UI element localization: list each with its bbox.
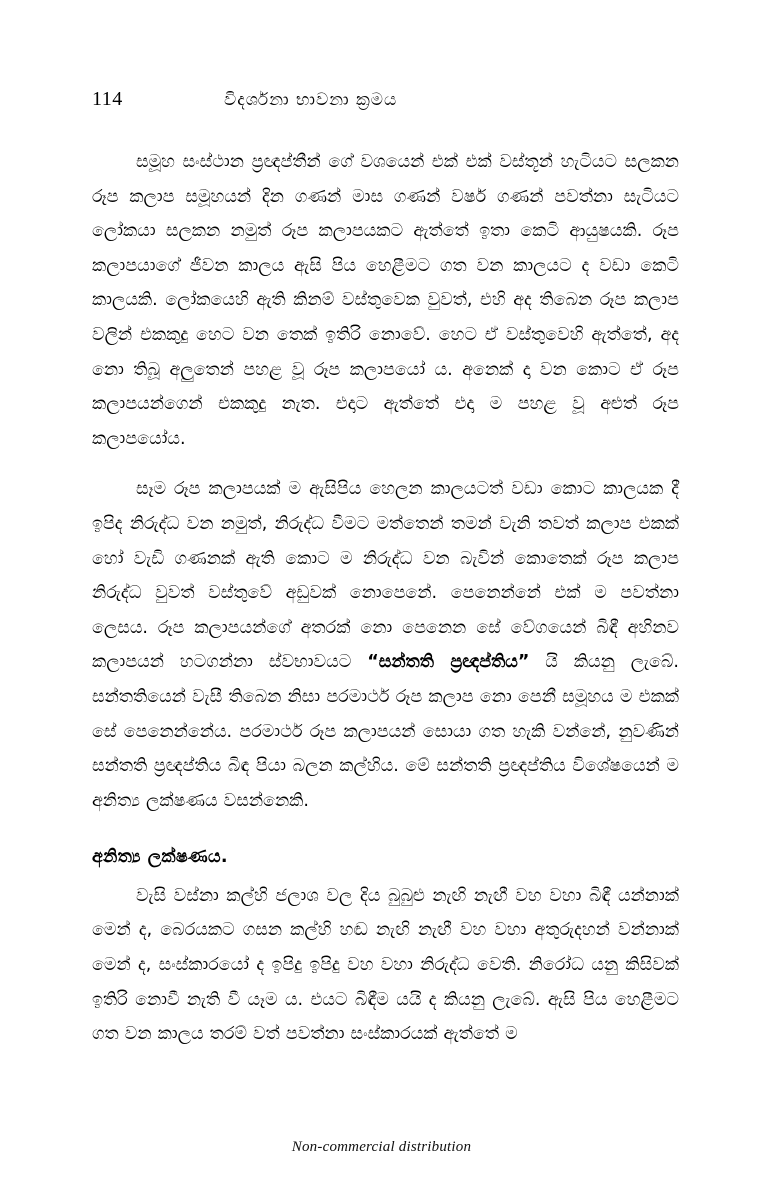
paragraph-2-text-before: සෑම රූප කලාපයක් ම ඇසිපිය හෙලන කාලයටත් වඩා කොට කාලයක දී ඉපිද නිරුද්ධ වන නමුත්, නිරුද්ධ වීමට මත්තෙන් තමන් වැනි තවත් කලාප එකක් හෝ වැඩි ගණනක් ඇති කොට ම නිරුද්ධ වන බැවින් කොතෙක් රූප කලාප නිරුද්ධ වුවත් වස්තුවේ අඩුවක් නොපෙනේ. පෙනෙන්නේ එක් ම පවත්නා ලෙසය. රූප කලාපයන්ගේ අතරක් නො පෙනෙන සේ වේගයෙන් බිඳී අහිනව කලාපයන් හටගන්නා ස්වභාවයට xyxy=(92,479,679,673)
paragraph-2-text-after: යි කියනු ලැබේ. සන්තතියෙන් වැසී තිබෙන නිසා පරමාර්ථ රූප කලාප නො පෙනී සමූහය ම එකක් සේ පෙනෙන්නේය. පරමාර්ථ රූප කලාපයන් සොයා ගත හැකි වන්නේ, නුවණින් සන්තති ප්‍රඥප්තිය බිඳ පියා බලන කල්හිය. මේ සන්තති ප්‍රඥප්තිය විශේෂයෙන් ම අනිත්‍ය ලක්ෂණය වසන්නෙකි. xyxy=(92,652,679,811)
paragraph-3: වැසි වස්නා කල්හි ජලාශ වල දිය බුබුළු නැඟි නැඟී වහ වහා බිඳී යන්නාක් මෙන් ද, බෙරයකට ගසන කල්හි හඬ නැඟි නැඟී වහ වහා අතුරුදහන් වන්නාක් මෙන් ද, සංස්කාරයෝ ද ඉපිදු ඉපිදු වහ වහා නිරුද්ධ වෙති. නිරෝධ යනු කිසිවක් ඉතිරි නොවී නැති වී යෑම ය. එයට බිඳීම යයි ද කියනු ලැබේ. ඇසි පිය හෙළීමට ගත වන කාලය තරම් වත් පවත්නා සංස්කාරයක් ඇත්තේ ම xyxy=(92,885,679,1045)
paragraph-2 xyxy=(92,472,679,818)
page-body xyxy=(92,145,679,1052)
running-title: විදර්ශනා භාවනා ක්‍රමය xyxy=(224,90,398,110)
section-subheading: අනිත්‍ය ලක්ෂණය. xyxy=(92,847,228,868)
footer-note: Non-commercial distribution xyxy=(291,1139,472,1155)
paragraph-2-emphasis-term: “සන්තති ප්‍රඥප්තිය” xyxy=(367,652,530,673)
page-header xyxy=(92,88,679,111)
page-number: 114 xyxy=(92,88,123,110)
paragraph-1: සමූහ සංස්ථාන ප්‍රඥප්තීන් ගේ වශයෙන් එක් එක් වස්තූන් හැටියට සලකන රූප කලාප සමූහයන් දින ගණන් මාස ගණන් වර්ෂ ගණන් පවත්නා සැටියට ලෝකයා සලකන නමුත් රූප කලාපයකට ඇත්තේ ඉතා කෙටි ආයුෂයකි. රූප කලාපයාගේ ජීවන කාලය ඇසි පිය හෙළීමට ගත වන කාලයට ද වඩා කෙටි කාලයකි. ලෝකයෙහි ඇති කිනම් වස්තුවෙක වුවත්, එහි අද තිබෙන රූප කලාප වලින් එකකුදු හෙට වන තෙක් ඉතිරි නොවේ. හෙට ඒ වස්තුවෙහි ඇත්තේ, අද නො තිබූ අලුතෙන් පහළ වූ රූප කලාපයෝ ය. අනෙක් දා වන කොට ඒ රූප කලාපයන්ගෙන් එකකුදු නැත. එදාට ඇත්තේ එදා ම පහළ වූ අළුත් රූප කලාපයෝය. xyxy=(92,152,679,449)
